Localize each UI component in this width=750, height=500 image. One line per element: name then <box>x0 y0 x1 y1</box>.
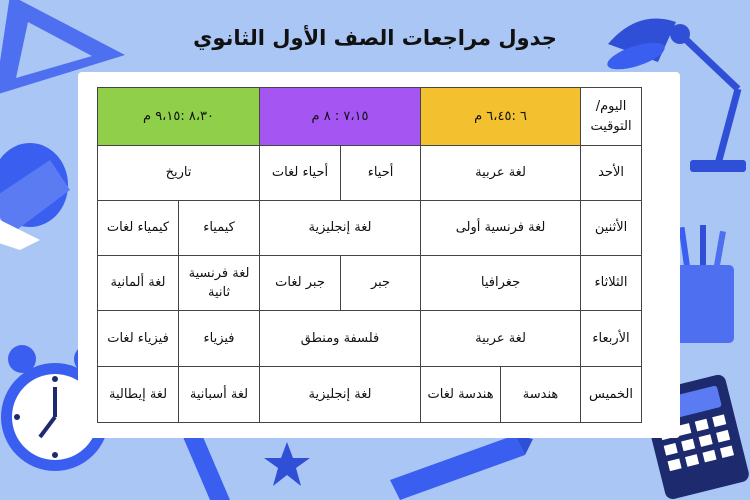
subject-cell: فيزياء <box>179 311 260 367</box>
subject-cell: لغة عربية <box>421 146 581 201</box>
subject-cell: أحياء <box>341 146 421 201</box>
table-row <box>98 311 642 367</box>
subject-cell: جبر <box>341 256 421 311</box>
subject-cell: لغة عربية <box>421 311 581 367</box>
subject-cell: لغة ألمانية <box>98 256 179 311</box>
star-icon <box>262 440 312 490</box>
table-row <box>98 256 642 311</box>
day-cell: الأثنين <box>581 201 642 256</box>
subject-cell: كيمياء <box>179 201 260 256</box>
subject-cell: كيمياء لغات <box>98 201 179 256</box>
subject-cell: أحياء لغات <box>260 146 341 201</box>
subject-cell: لغة فرنسية أولى <box>421 201 581 256</box>
day-cell: الثلاثاء <box>581 256 642 311</box>
subject-cell: هندسة لغات <box>421 367 501 423</box>
header-slot-3: ٨،٣٠ :٩،١٥ م <box>98 88 260 146</box>
subject-cell: جبر لغات <box>260 256 341 311</box>
subject-cell: هندسة <box>501 367 581 423</box>
bar-icon <box>175 430 235 500</box>
pencil-cup-icon <box>668 225 750 345</box>
page-title: جدول مراجعات الصف الأول الثانوي <box>193 26 557 50</box>
subject-cell: لغة فرنسية ثانية <box>179 256 260 311</box>
subject-cell: لغة إنجليزية <box>260 201 421 256</box>
header-slot-2: ٧،١٥ : ٨ م <box>260 88 421 146</box>
subject-cell: فلسفة ومنطق <box>260 311 421 367</box>
subject-cell: تاريخ <box>98 146 260 201</box>
day-cell: الأحد <box>581 146 642 201</box>
subject-cell: جغرافيا <box>421 256 581 311</box>
subject-cell: فيزياء لغات <box>98 311 179 367</box>
table-header-row <box>98 88 642 146</box>
day-cell: الأربعاء <box>581 311 642 367</box>
table-row <box>98 146 642 201</box>
table-row <box>98 367 642 423</box>
header-day-time: اليوم/ التوقيت <box>581 88 642 146</box>
eraser-icon <box>0 140 80 250</box>
day-cell: الخميس <box>581 367 642 423</box>
subject-cell: لغة إيطالية <box>98 367 179 423</box>
header-slot-1: ٦ :٦،٤٥ م <box>421 88 581 146</box>
subject-cell: لغة أسبانية <box>179 367 260 423</box>
subject-cell: لغة إنجليزية <box>260 367 421 423</box>
schedule-table <box>97 87 642 423</box>
table-row <box>98 201 642 256</box>
